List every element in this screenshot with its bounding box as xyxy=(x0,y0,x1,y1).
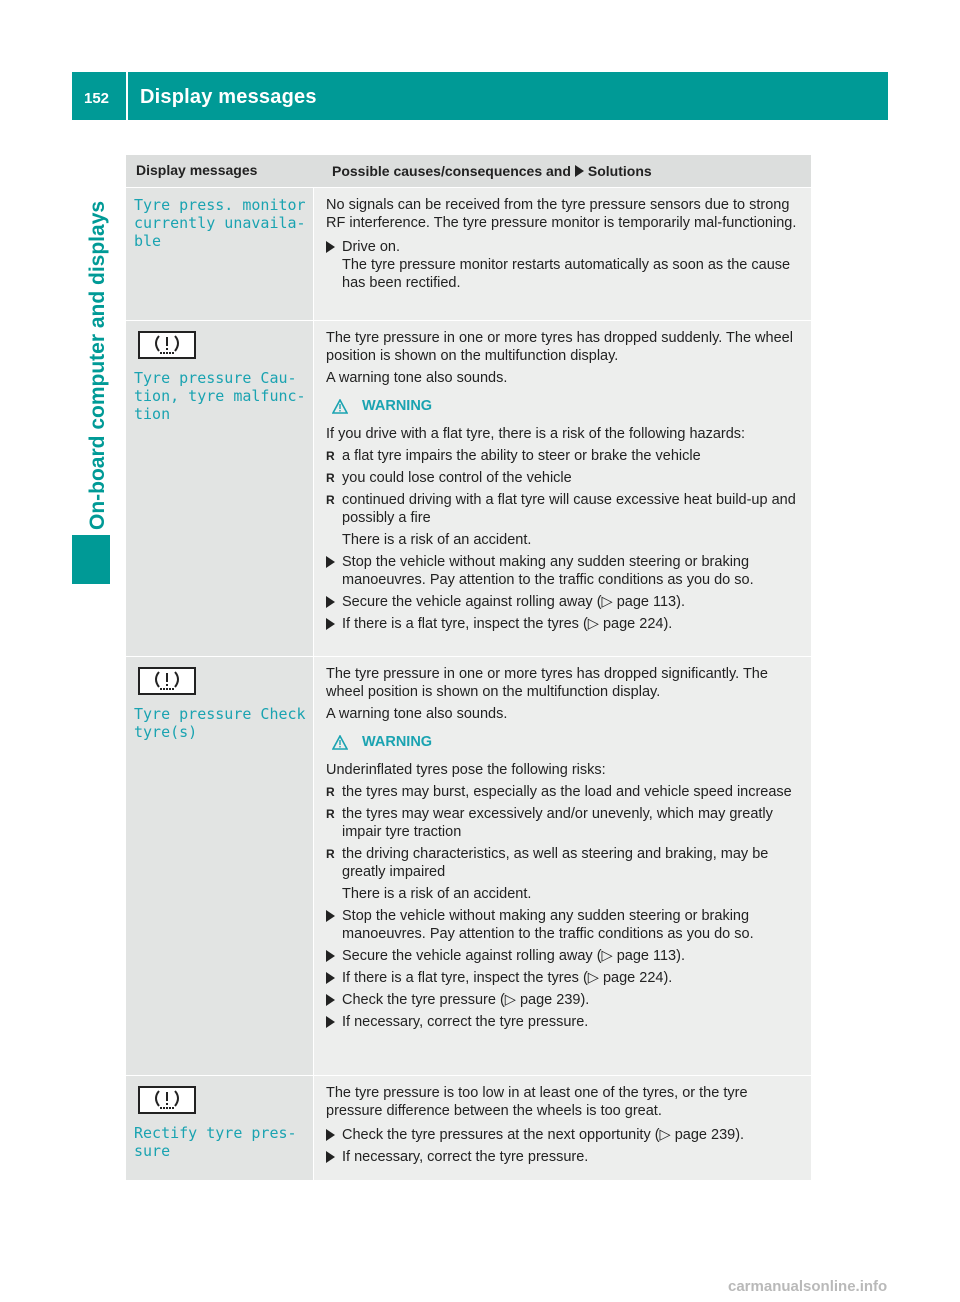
solution-cell: No signals can be received from the tyre pressure sensors due to strong RF interference. The tyre pressure monitor is temporarily mal‐functioning. Drive on. The tyre pressure monitor restarts automatically as soon as the cause has been rectified. xyxy=(313,188,811,320)
col-header-display-messages: Display messages xyxy=(136,162,258,178)
table-row xyxy=(126,1075,811,1180)
solution-cell: The tyre pressure is too low in at least one of the tyres, or the tyre pressure difference between the wheels is too great. Check the tyre pressures at the next opportunity (▷ page 239). If necessary, correct the tyre pressure. xyxy=(313,1076,811,1180)
step-arrow-icon xyxy=(575,165,584,177)
warning-triangle-icon xyxy=(332,399,348,414)
message-text: Tyre press. monitor currently unavaila‐ ble xyxy=(134,196,306,250)
step-item: If there is a flat tyre, inspect the tyres (▷ page 224). xyxy=(326,615,803,633)
message-text: Tyre pressure Check tyre(s) xyxy=(134,705,306,741)
table-row xyxy=(126,656,811,1075)
warning-triangle-icon xyxy=(332,735,348,750)
step-item: Drive on. The tyre pressure monitor restarts automatically as soon as the cause has been rectified. xyxy=(326,238,803,292)
step-item: Secure the vehicle against rolling away (▷ page 113). xyxy=(326,947,803,965)
tyre-pressure-warning-icon xyxy=(138,667,196,695)
step-arrow-icon xyxy=(326,1151,335,1163)
message-text: Rectify tyre pres‐ sure xyxy=(134,1124,297,1160)
step-arrow-icon xyxy=(326,596,335,608)
step-item: Check the tyre pressures at the next opportunity (▷ page 239). xyxy=(326,1126,803,1144)
message-text: Tyre pressure Cau‐ tion, tyre malfunc‐ tion xyxy=(134,369,306,423)
step-item: If there is a flat tyre, inspect the tyres (▷ page 224). xyxy=(326,969,803,987)
message-cell xyxy=(126,657,313,1075)
list-item: R the tyres may wear excessively and/or unevenly, which may greatly impair tyre traction xyxy=(326,806,773,840)
messages-table xyxy=(126,155,811,1180)
step-arrow-icon xyxy=(326,618,335,630)
message-cell xyxy=(126,188,313,320)
list-item: R a flat tyre impairs the ability to steer or brake the vehicle xyxy=(326,448,701,464)
table-row xyxy=(126,320,811,656)
list-item: R the tyres may burst, especially as the load and vehicle speed increase xyxy=(326,784,792,800)
col-header-causes: Possible causes/consequences and Solutions xyxy=(332,163,652,179)
page-number: 152 xyxy=(84,90,110,107)
message-cell xyxy=(126,1076,313,1180)
list-item: R you could lose control of the vehicle xyxy=(326,470,572,486)
step-item: Secure the vehicle against rolling away (▷ page 113). xyxy=(326,593,803,611)
watermark: carmanualsonline.info xyxy=(728,1278,888,1295)
step-item: If necessary, correct the tyre pressure. xyxy=(326,1013,803,1031)
chapter-side-label: On-board computer and displays xyxy=(86,200,109,530)
warning-heading: WARNING xyxy=(332,397,803,415)
chapter-side-block xyxy=(72,535,110,584)
step-arrow-icon xyxy=(326,1129,335,1141)
tyre-pressure-warning-icon xyxy=(138,331,196,359)
warning-heading: WARNING xyxy=(332,733,803,751)
message-cell xyxy=(126,321,313,656)
step-item: If necessary, correct the tyre pressure. xyxy=(326,1148,803,1166)
step-item: Stop the vehicle without making any sudden steering or braking manoeuvres. Pay attention to the traffic conditions as you do so. xyxy=(326,553,803,589)
step-arrow-icon xyxy=(326,994,335,1006)
step-arrow-icon xyxy=(326,950,335,962)
step-item: Check the tyre pressure (▷ page 239). xyxy=(326,991,803,1009)
step-item: Stop the vehicle without making any sudden steering or braking manoeuvres. Pay attention to the traffic conditions as you do so. xyxy=(326,907,803,943)
solution-cell: The tyre pressure in one or more tyres has dropped significantly. The wheel position is shown on the multifunction display. A warning tone also sounds. WARNING Underinflated tyres pose the following risks: R the tyres may burst, especially as the load and vehicle speed increase R the tyres may wear excessively and/or unevenly, which may greatly impair tyre traction R the driving characteristics, as well as steering and braking, may be greatly impaired There is a risk of an accident. Stop the vehicle without making any sudden steering or braking manoeuvres. Pay attention to the traffic conditions as you do so. Secure the vehicle against rolling away (▷ page 113). If there is a flat tyre, inspect the tyres (▷ page 224). Check the tyre pressure (▷ page 239). If necessary, correct the tyre pressure. xyxy=(313,657,811,1075)
table-row xyxy=(126,187,811,320)
tyre-pressure-warning-icon xyxy=(138,1086,196,1114)
table-header xyxy=(126,155,811,187)
header-divider xyxy=(126,72,128,120)
step-arrow-icon xyxy=(326,910,335,922)
list-item: R continued driving with a flat tyre will cause excessive heat build-up and possibly a fire xyxy=(326,492,796,526)
solution-cell: The tyre pressure in one or more tyres has dropped suddenly. The wheel position is shown on the multifunction display. A warning tone also sounds. WARNING If you drive with a flat tyre, there is a risk of the following hazards: R a flat tyre impairs the ability to steer or brake the vehicle R you could lose control of the vehicle R continued driving with a flat tyre will cause excessive heat build-up and possibly a fire There is a risk of an accident. Stop the vehicle without making any sudden steering or braking manoeuvres. Pay attention to the traffic conditions as you do so. Secure the vehicle against rolling away (▷ page 113). If there is a flat tyre, inspect the tyres (▷ page 224). xyxy=(313,321,811,656)
step-arrow-icon xyxy=(326,972,335,984)
page-title: Display messages xyxy=(140,86,317,108)
step-arrow-icon xyxy=(326,556,335,568)
step-arrow-icon xyxy=(326,1016,335,1028)
step-arrow-icon xyxy=(326,241,335,253)
list-item: R the driving characteristics, as well as steering and braking, may be greatly impaired xyxy=(326,846,769,880)
